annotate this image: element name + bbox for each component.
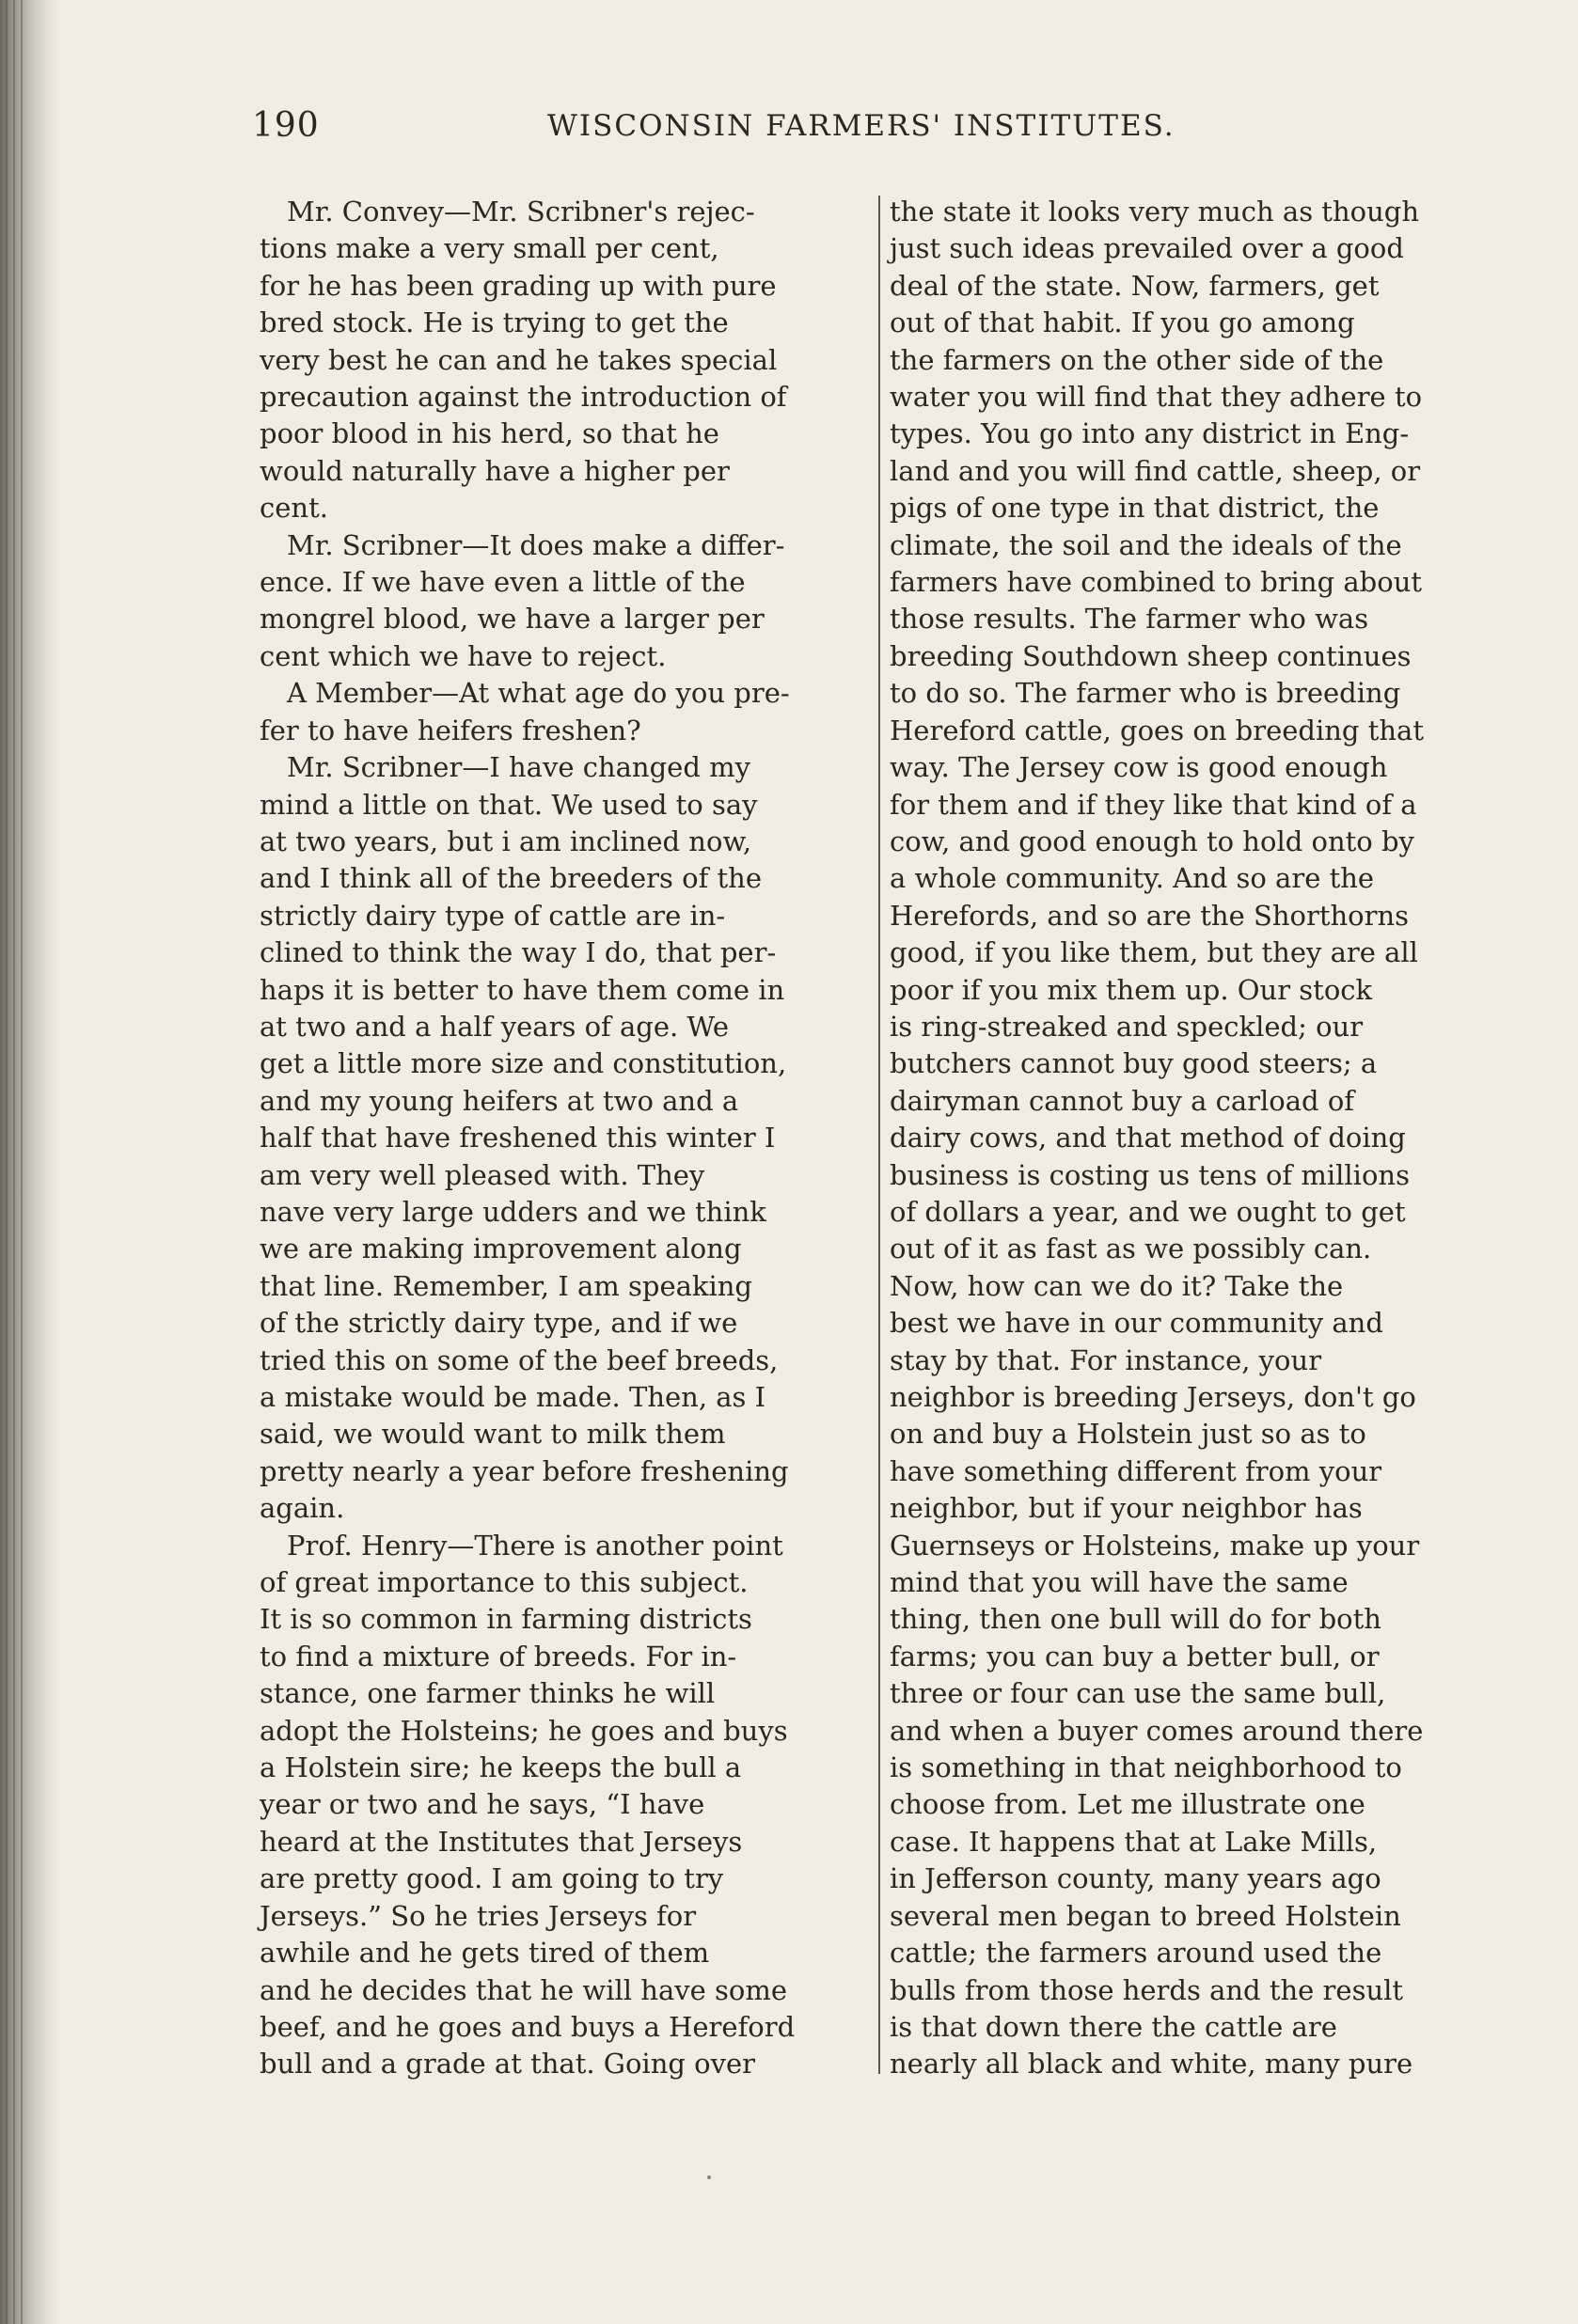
binding-shadow-line [13, 0, 15, 2324]
text-line: Mr. Scribner—It does make a differ- [260, 528, 785, 561]
text-line: way. The Jersey cow is good enough [890, 751, 1388, 784]
text-line: Now, how can we do it? Take the [890, 1269, 1344, 1302]
text-line: year or two and he says, “I have [260, 1788, 705, 1821]
text-line: good, if you like them, but they are all [890, 936, 1418, 969]
text-line: precaution against the introduction of [260, 381, 787, 414]
text-line: again. [260, 1492, 345, 1525]
right-text-column [890, 194, 1491, 2083]
text-line: bull and a grade at that. Going over [260, 2048, 756, 2081]
page-header [252, 105, 1221, 147]
print-speck [707, 2175, 711, 2179]
text-line: land and you will find cattle, sheep, or [890, 454, 1421, 487]
text-line: thing, then one bull will do for both [890, 1603, 1381, 1636]
text-line: case. It happens that at Lake Mills, [890, 1825, 1378, 1858]
text-line: dairyman cannot buy a carload of [890, 1084, 1355, 1117]
text-line: half that have freshened this winter I [260, 1122, 776, 1154]
text-line: farms; you can buy a better bull, or [890, 1640, 1380, 1672]
page-number: 190 [252, 106, 320, 145]
text-line: Hereford cattle, goes on breeding that [890, 714, 1424, 746]
text-line: are pretty good. I am going to try [260, 1862, 724, 1895]
text-line: for he has been grading up with pure [260, 269, 777, 302]
text-line: is ring-streaked and speckled; our [890, 1010, 1364, 1043]
text-line: stay by that. For instance, your [890, 1343, 1322, 1376]
text-line: Jerseys.” So he tries Jerseys for [260, 1899, 697, 1932]
text-line: of dollars a year, and we ought to get [890, 1195, 1406, 1228]
text-line: three or four can use the same bull, [890, 1677, 1386, 1710]
text-line: get a little more size and constitution, [260, 1047, 787, 1080]
text-line: cow, and good enough to hold onto by [890, 824, 1414, 857]
text-line: neighbor, but if your neighbor has [890, 1492, 1363, 1525]
text-line: tions make a very small per cent, [260, 232, 719, 265]
text-line: cent. [260, 492, 328, 525]
text-line: heard at the Institutes that Jerseys [260, 1825, 743, 1858]
text-line: A Member—At what age do you pre- [260, 677, 790, 710]
binding-shadow-line [6, 0, 8, 2324]
text-line: to do so. The farmer who is breeding [890, 677, 1401, 710]
text-line: very best he can and he takes special [260, 343, 778, 376]
text-line: Prof. Henry—There is another point [260, 1529, 783, 1562]
text-line: pigs of one type in that district, the [890, 492, 1380, 525]
text-line: of the strictly dairy type, and if we [260, 1307, 738, 1340]
text-line: clined to think the way I do, that per- [260, 936, 777, 969]
text-line: to find a mixture of breeds. For in- [260, 1640, 737, 1672]
text-line: poor if you mix them up. Our stock [890, 973, 1373, 1006]
running-title: WISCONSIN FARMERS' INSTITUTES. [547, 109, 1176, 143]
text-line: water you will find that they adhere to [890, 381, 1423, 414]
text-line: beef, and he goes and buys a Hereford [260, 2010, 796, 2043]
text-line: cattle; the farmers around used the [890, 1937, 1382, 1970]
text-line: bulls from those herds and the result [890, 1973, 1404, 2006]
text-line: a Holstein sire; he keeps the bull a [260, 1751, 742, 1784]
text-line: dairy cows, and that method of doing [890, 1122, 1406, 1154]
text-line: for them and if they like that kind of a [890, 788, 1417, 821]
text-line: climate, the soil and the ideals of the [890, 528, 1402, 561]
text-line: the state it looks very much as though [890, 196, 1420, 228]
text-line: pretty nearly a year before freshening [260, 1454, 789, 1487]
text-line: haps it is better to have them come in [260, 973, 785, 1006]
text-line: nearly all black and white, many pure [890, 2048, 1413, 2081]
text-line: on and buy a Holstein just so as to [890, 1418, 1366, 1451]
text-line: business is costing us tens of millions [890, 1158, 1410, 1191]
text-line: awhile and he gets tired of them [260, 1937, 710, 1970]
text-line: out of that habit. If you go among [890, 306, 1355, 339]
text-line: at two and a half years of age. We [260, 1010, 730, 1043]
text-line: that line. Remember, I am speaking [260, 1269, 752, 1302]
binding-shadow-line [21, 0, 23, 2324]
text-line: mind that you will have the same [890, 1566, 1349, 1599]
text-line: stance, one farmer thinks he will [260, 1677, 716, 1710]
text-line: choose from. Let me illustrate one [890, 1788, 1365, 1821]
text-line: Herefords, and so are the Shorthorns [890, 899, 1410, 932]
text-line: farmers have combined to bring about [890, 566, 1423, 599]
text-line: in Jefferson county, many years ago [890, 1862, 1381, 1895]
text-line: Mr. Convey—Mr. Scribner's rejec- [260, 196, 755, 228]
left-text-column [260, 194, 861, 2083]
text-line: deal of the state. Now, farmers, get [890, 269, 1380, 302]
text-line: the farmers on the other side of the [890, 343, 1384, 376]
text-line: am very well pleased with. They [260, 1158, 705, 1191]
text-line: would naturally have a higher per [260, 454, 730, 487]
text-line: is that down there the cattle are [890, 2010, 1337, 2043]
text-line: at two years, but i am inclined now, [260, 824, 752, 857]
text-line: It is so common in farming districts [260, 1603, 752, 1636]
text-line: we are making improvement along [260, 1233, 742, 1265]
text-line: types. You go into any district in Eng- [890, 417, 1410, 450]
text-line: those results. The farmer who was [890, 603, 1369, 636]
text-line: out of it as fast as we possibly can. [890, 1233, 1372, 1265]
text-line: breeding Southdown sheep continues [890, 639, 1412, 672]
text-line: a mistake would be made. Then, as I [260, 1381, 766, 1413]
text-line: tried this on some of the beef breeds, [260, 1343, 779, 1376]
text-line: ence. If we have even a little of the [260, 566, 746, 599]
text-line: and my young heifers at two and a [260, 1084, 739, 1117]
text-line: fer to have heifers freshen? [260, 714, 641, 746]
text-line: Guernseys or Holsteins, make up your [890, 1529, 1420, 1562]
text-line: neighbor is breeding Jerseys, don't go [890, 1381, 1416, 1413]
text-line: best we have in our community and [890, 1307, 1383, 1340]
text-line: and when a buyer comes around there [890, 1714, 1424, 1747]
text-line: and he decides that he will have some [260, 1973, 788, 2006]
text-line: butchers cannot buy good steers; a [890, 1047, 1378, 1080]
text-line: bred stock. He is trying to get the [260, 306, 729, 339]
text-line: mind a little on that. We used to say [260, 788, 758, 821]
text-line: nave very large udders and we think [260, 1195, 766, 1228]
text-line: strictly dairy type of cattle are in- [260, 899, 726, 932]
text-line: adopt the Holsteins; he goes and buys [260, 1714, 788, 1747]
text-line: have something different from your [890, 1454, 1382, 1487]
text-line: a whole community. And so are the [890, 862, 1375, 895]
text-line: and I think all of the breeders of the [260, 862, 763, 895]
text-line: mongrel blood, we have a larger per [260, 603, 765, 636]
text-line: of great importance to this subject. [260, 1566, 749, 1599]
text-line: cent which we have to reject. [260, 639, 667, 672]
text-line: said, we would want to milk them [260, 1418, 726, 1451]
text-line: poor blood in his herd, so that he [260, 417, 719, 450]
text-line: is something in that neighborhood to [890, 1751, 1402, 1784]
text-line: just such ideas prevailed over a good [890, 232, 1404, 265]
page-binding-edge [0, 0, 58, 2324]
column-divider [878, 196, 880, 2074]
text-line: several men began to breed Holstein [890, 1899, 1401, 1932]
text-line: Mr. Scribner—I have changed my [260, 751, 750, 784]
